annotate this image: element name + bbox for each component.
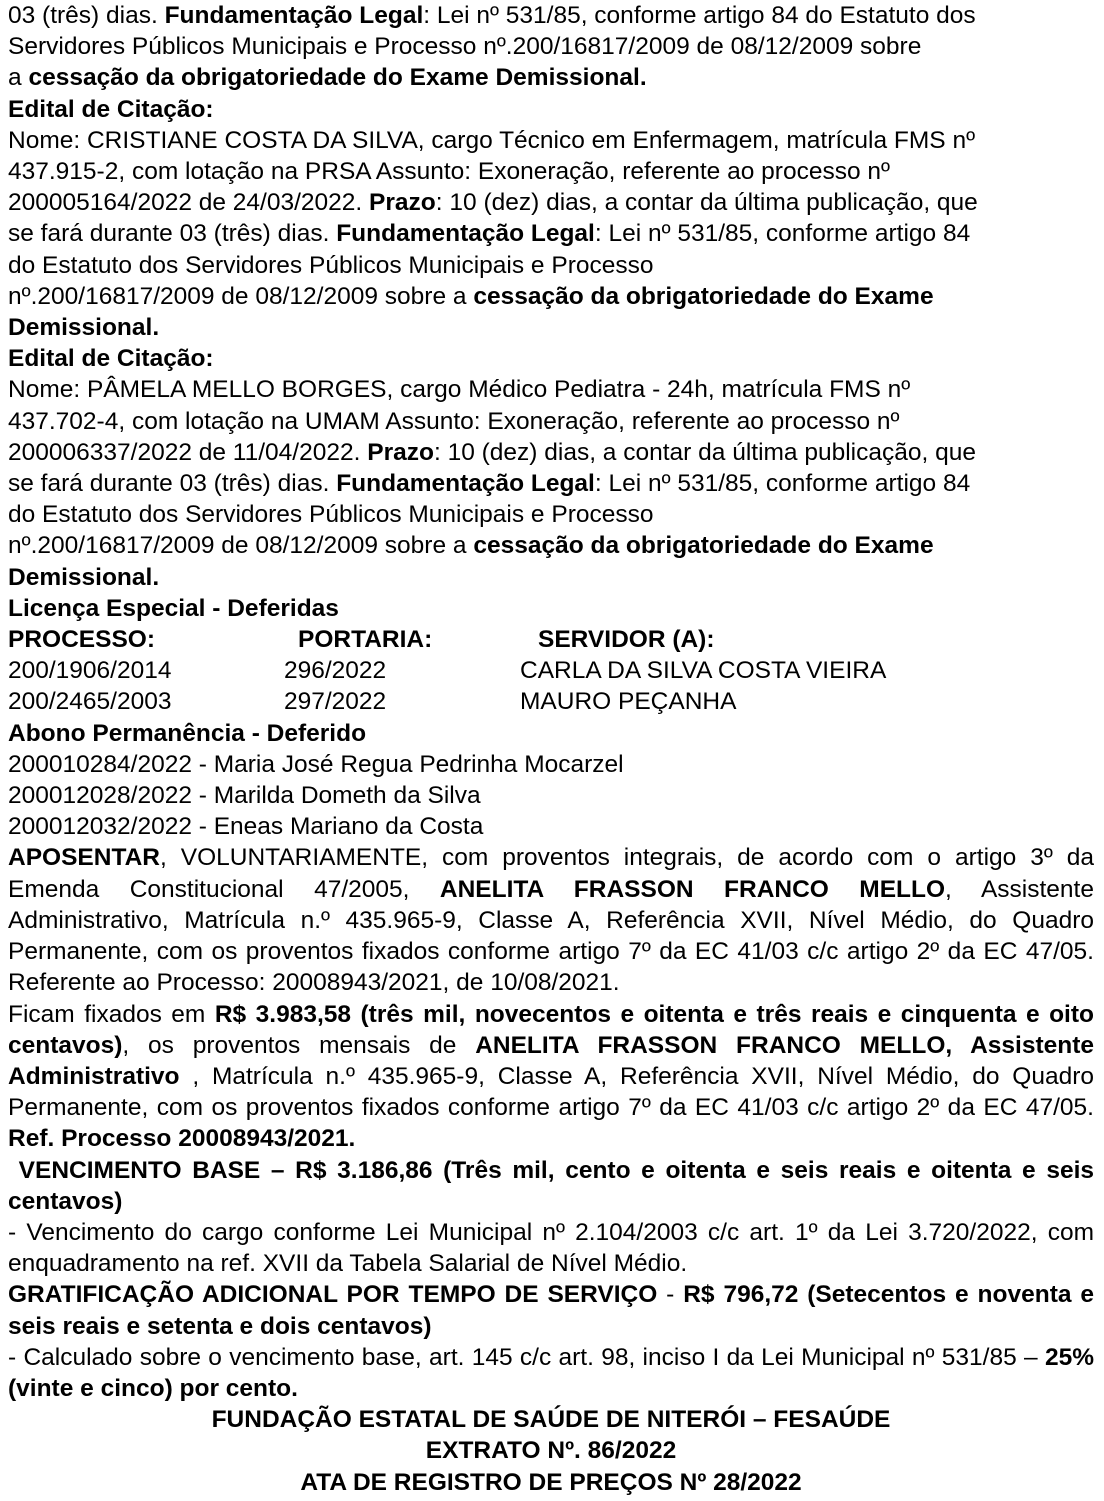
gratificacao-text: - Calculado sobre o vencimento base, art. 145 c/c art. 98, inciso I da Lei Municipal nº 531/85 – 25% (vinte e cinco) por cento. <box>8 1343 1094 1402</box>
header-processo: PROCESSO: <box>8 626 156 654</box>
cell-servidor: CARLA DA SILVA COSTA VIEIRA <box>520 657 887 685</box>
cell-processo: 200/1906/2014 <box>8 657 172 685</box>
header-servidor: SERVIDOR (A): <box>538 626 715 654</box>
citation-2-line-5: do Estatuto dos Servidores Públicos Municipais e Processo <box>8 501 654 529</box>
citation-1-line-3: 200005164/2022 de 24/03/2022. Prazo: 10 (dez) dias, a contar da última publicação, que <box>8 189 978 217</box>
ficam-paragraph: Ficam fixados em R$ 3.983,58 (três mil, novecentos e oitenta e três reais e cinquenta e oito centavos), os proventos mensais de ANELITA FRASSON FRANCO MELLO, Assistente Administrativo , Matrícula n.º 435.965-9, Classe A, Referência XVII, Nível Médio, do Quadro Permanente, com os proventos fixados conforme artigo 7º da EC 41/03 c/c artigo 2º da EC 47/05. Ref. Processo 20008943/2021. <box>8 1000 1094 1153</box>
citation-2-line-2: 437.702-4, com lotação na UMAM Assunto: Exoneração, referente ao processo nº <box>8 407 900 435</box>
citation-2-line-7: Demissional. <box>8 563 160 591</box>
table-row <box>8 655 1094 686</box>
table-row <box>8 686 1094 717</box>
vencimento-heading: VENCIMENTO BASE – R$ 3.186,86 (Três mil, cento e oitenta e seis reais e oitenta e seis centavos) <box>8 1156 1101 1215</box>
licenca-heading: Licença Especial - Deferidas <box>8 594 339 622</box>
aposentar-paragraph: APOSENTAR, VOLUNTARIAMENTE, com proventos integrais, de acordo com o artigo 3º da Emenda Constitucional 47/2005, ANELITA FRASSON FRANCO MELLO, Assistente Administrativo, Matrícula n.º 435.965-9, Classe A, Referência XVII, Nível Médio, do Quadro Permanente, com os proventos fixados conforme artigo 7º da EC 41/03 c/c artigo 2º da EC 47/05. Referente ao Processo: 20008943/2021, de 10/08/2021. <box>8 844 1094 997</box>
intro-line-2: Servidores Públicos Municipais e Processo nº.200/16817/2009 de 08/12/2009 sobre <box>8 33 922 61</box>
intro-line-1: 03 (três) dias. Fundamentação Legal: Lei nº 531/85, conforme artigo 84 do Estatuto dos <box>8 2 976 29</box>
intro-line-3: a cessação da obrigatoriedade do Exame Demissional. <box>8 64 647 92</box>
list-item: 200010284/2022 - Maria José Regua Pedrinha Mocarzel <box>8 750 624 778</box>
footer-extrato: EXTRATO Nº. 86/2022 <box>425 1437 677 1465</box>
cell-portaria: 296/2022 <box>284 657 387 685</box>
footer-ata: ATA DE REGISTRO DE PREÇOS Nº 28/2022 <box>300 1468 802 1496</box>
header-portaria: PORTARIA: <box>298 626 433 654</box>
list-item: 200012028/2022 - Marilda Dometh da Silva <box>8 782 481 810</box>
citation-2-heading: Edital de Citação: <box>8 345 214 373</box>
citation-2-line-4: se fará durante 03 (três) dias. Fundamentação Legal: Lei nº 531/85, conforme artigo 84 <box>8 470 971 498</box>
citation-1-line-4: se fará durante 03 (três) dias. Fundamentação Legal: Lei nº 531/85, conforme artigo 84 <box>8 220 971 248</box>
citation-1-line-5: do Estatuto dos Servidores Públicos Municipais e Processo <box>8 251 654 279</box>
cell-servidor: MAURO PEÇANHA <box>520 688 737 716</box>
citation-2-line-6: nº.200/16817/2009 de 08/12/2009 sobre a cessação da obrigatoriedade do Exame <box>8 532 934 560</box>
cell-processo: 200/2465/2003 <box>8 688 172 716</box>
vencimento-text: - Vencimento do cargo conforme Lei Municipal nº 2.104/2003 c/c art. 1º da Lei 3.720/2022, com enquadramento na ref. XVII da Tabela Salarial de Nível Médio. <box>8 1218 1094 1278</box>
citation-1-line-6: nº.200/16817/2009 de 08/12/2009 sobre a cessação da obrigatoriedade do Exame <box>8 282 934 310</box>
list-item: 200012032/2022 - Eneas Mariano da Costa <box>8 813 484 841</box>
citation-1-line-7: Demissional. <box>8 314 160 342</box>
licenca-table-header <box>8 624 1094 655</box>
abono-heading: Abono Permanência - Deferido <box>8 719 367 747</box>
citation-2-line-1: Nome: PÂMELA MELLO BORGES, cargo Médico Pediatra - 24h, matrícula FMS nº <box>8 376 911 404</box>
gratificacao-heading: GRATIFICAÇÃO ADICIONAL POR TEMPO DE SERVIÇO - R$ 796,72 (Setecentos e noventa e seis reais e setenta e dois centavos) <box>8 1281 1095 1340</box>
footer-title: FUNDAÇÃO ESTATAL DE SAÚDE DE NITERÓI – FESAÚDE <box>211 1406 891 1434</box>
citation-1-line-2: 437.915-2, com lotação na PRSA Assunto: Exoneração, referente ao processo nº <box>8 158 890 186</box>
citation-2-line-3: 200006337/2022 de 11/04/2022. Prazo: 10 (dez) dias, a contar da última publicação, que <box>8 438 976 466</box>
citation-1-heading: Edital de Citação: <box>8 95 214 123</box>
citation-1-line-1: Nome: CRISTIANE COSTA DA SILVA, cargo Técnico em Enfermagem, matrícula FMS nº <box>8 126 976 154</box>
cell-portaria: 297/2022 <box>284 688 387 716</box>
